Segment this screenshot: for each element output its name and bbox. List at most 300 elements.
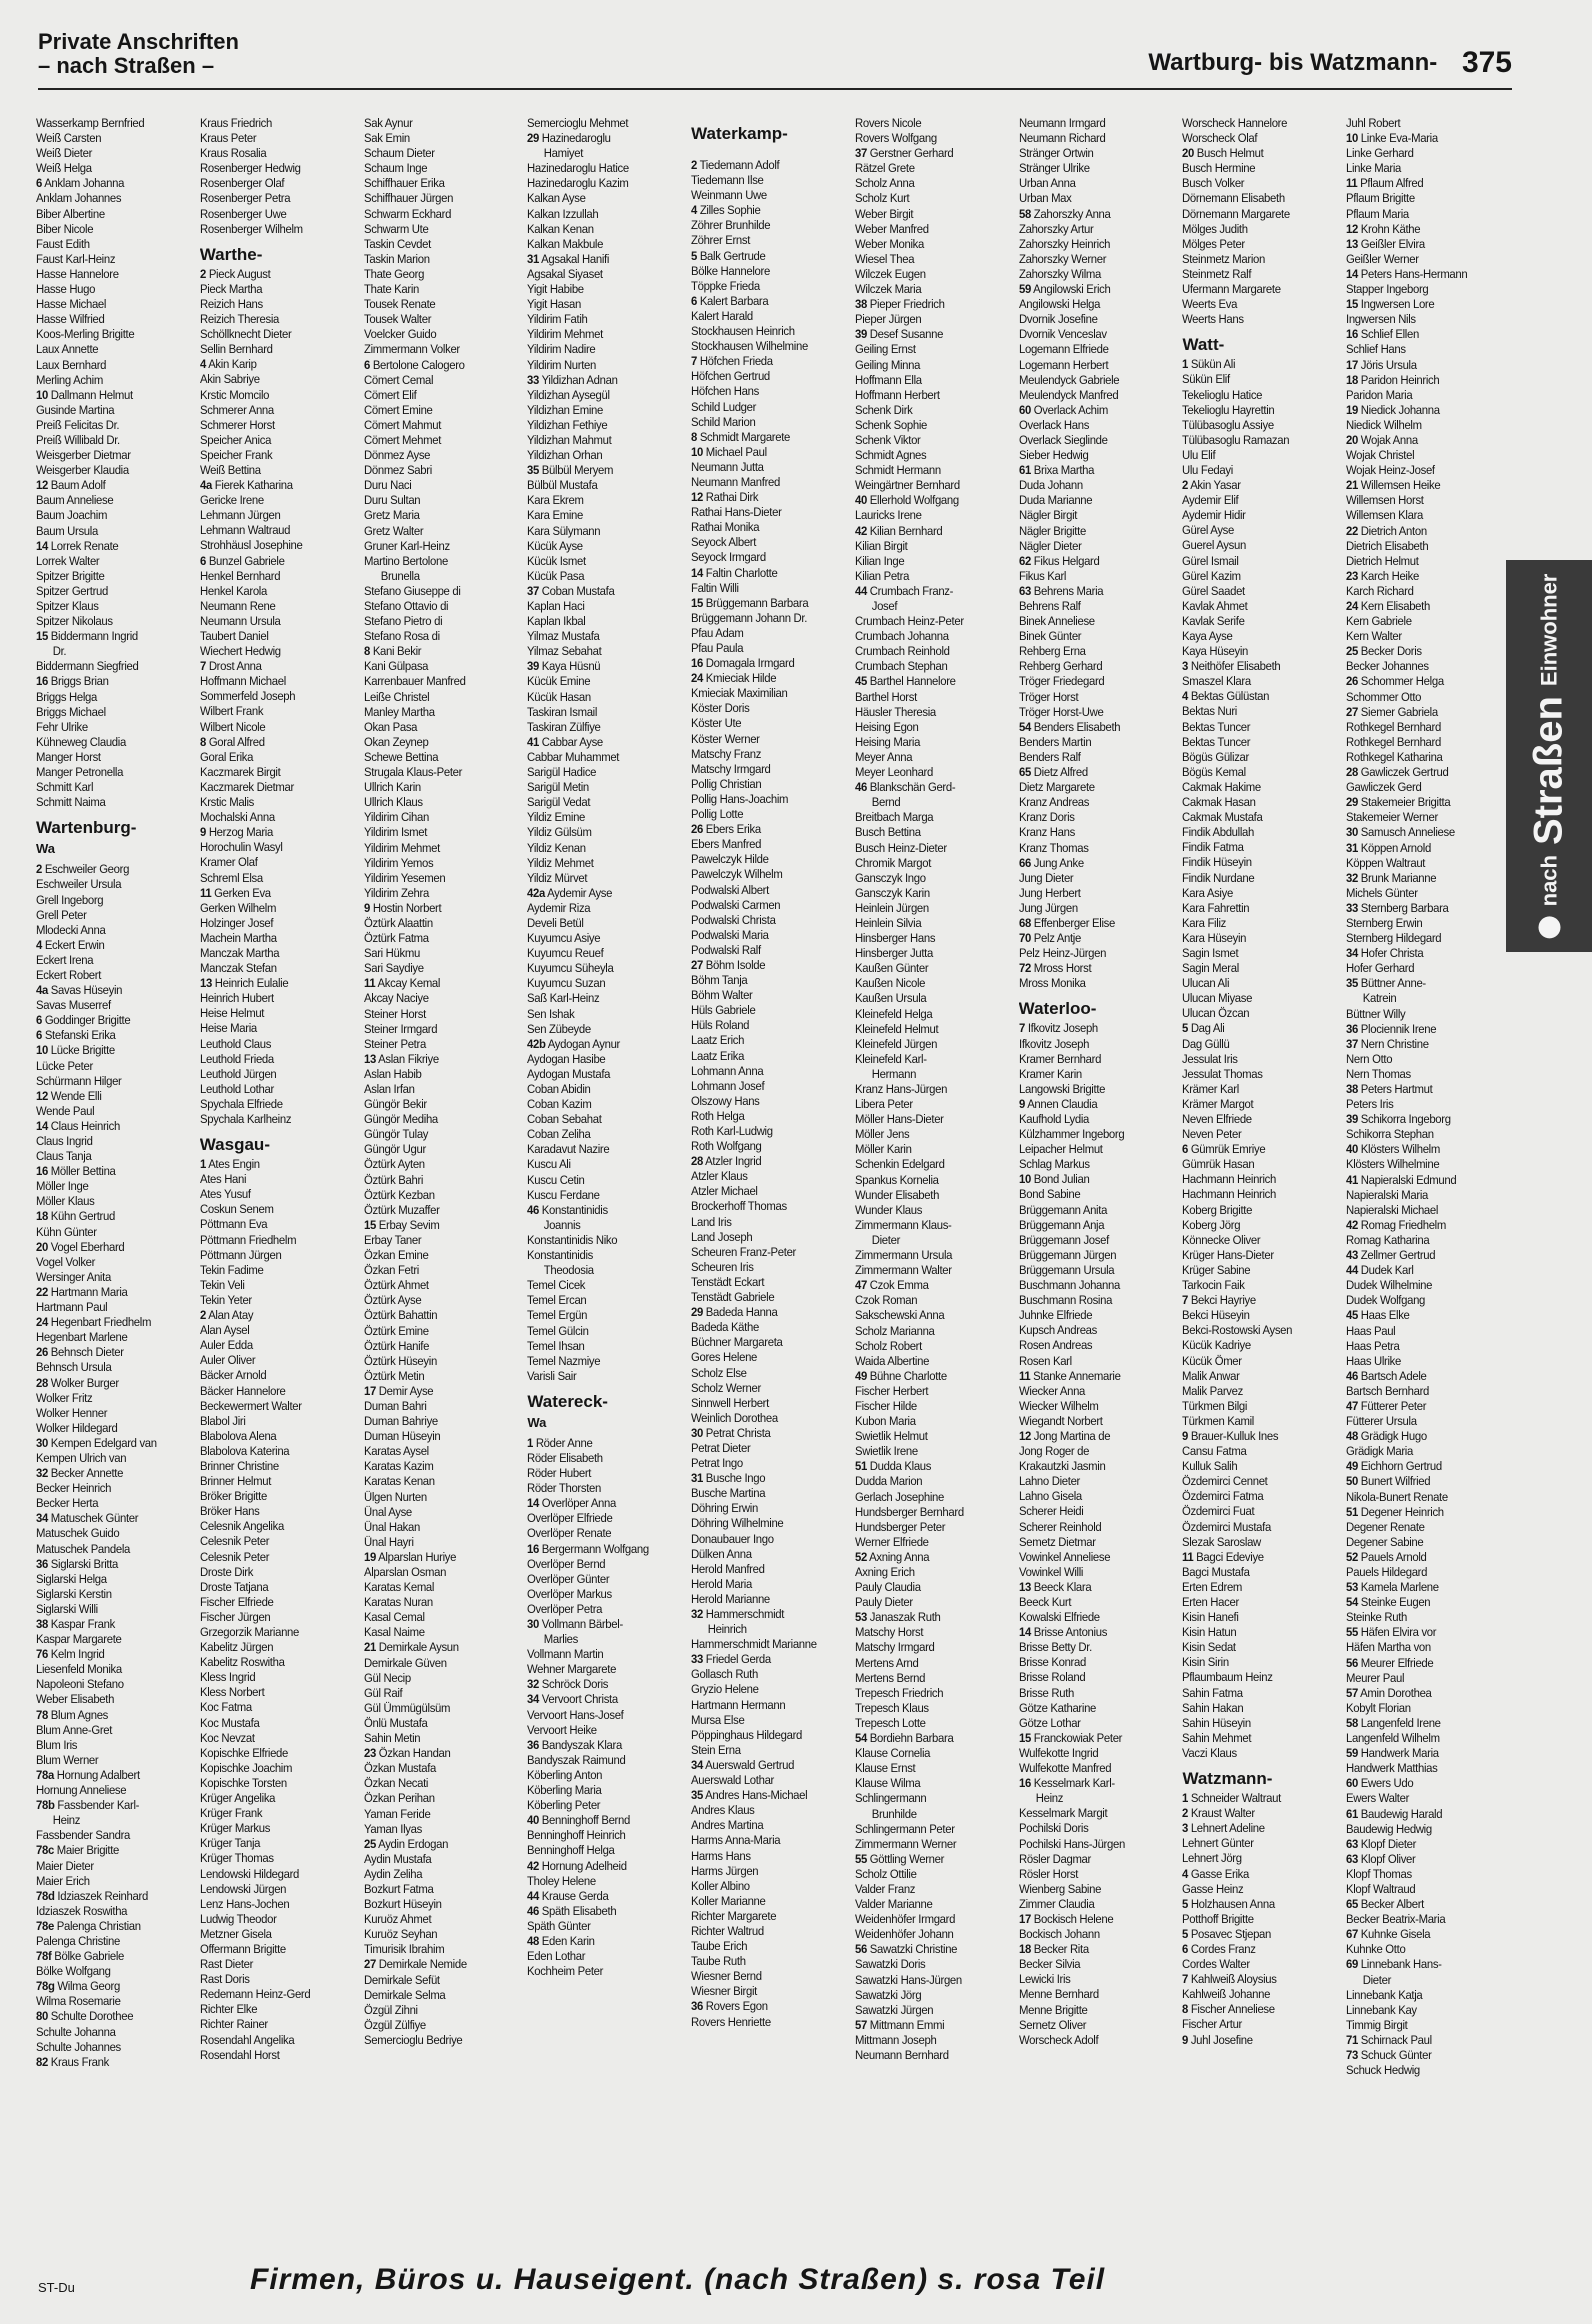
resident-name: Erbay Taner [363, 1232, 421, 1247]
resident-entry [200, 1519, 347, 1534]
house-number: 69 [1346, 1957, 1359, 1972]
resident-entry [855, 1716, 1002, 1731]
resident-entry [1019, 116, 1166, 131]
resident-entry [527, 373, 674, 388]
house-number: 33 [691, 1652, 704, 1667]
resident-entry [364, 1490, 511, 1505]
resident-name: Tülübasoglu Assiye [1182, 417, 1275, 432]
resident-entry [527, 388, 674, 403]
resident-entry [364, 1580, 511, 1595]
house-number: 70 [1018, 931, 1031, 946]
resident-entry [200, 478, 347, 493]
resident-entry [200, 1716, 347, 1731]
resident-name: Brüggemann Anita [1018, 1202, 1107, 1217]
resident-name: Baudewig Hedwig [1346, 1821, 1433, 1836]
resident-name: Wiecker Anna [1018, 1383, 1085, 1398]
resident-name: Busche Ingo [705, 1471, 766, 1486]
house-number: 33 [1346, 900, 1359, 915]
resident-entry [200, 493, 347, 508]
resident-entry [36, 478, 183, 493]
resident-name: Seyock Albert [691, 535, 757, 550]
resident-entry [1346, 795, 1493, 810]
resident-entry [36, 1692, 183, 1707]
resident-name: Ebers Erika [705, 822, 761, 837]
resident-entry [691, 369, 838, 384]
resident-name: Effenberger Elise [1033, 915, 1115, 930]
resident-entry [36, 1436, 183, 1451]
resident-name: Cömert Emine [363, 402, 433, 417]
resident-entry [1346, 312, 1493, 327]
resident-entry [1182, 1595, 1329, 1610]
resident-name: Land Iris [691, 1214, 732, 1229]
house-number: 18 [1018, 1942, 1031, 1957]
resident-entry [527, 825, 674, 840]
resident-entry [36, 629, 183, 644]
resident-name: Lenz Hans-Jochen [199, 1896, 290, 1911]
resident-entry [855, 1278, 1002, 1293]
resident-name: Dvornik Venceslav [1018, 327, 1107, 342]
resident-entry [855, 1112, 1002, 1127]
resident-entry [527, 539, 674, 554]
resident-name: Schuck Hedwig [1346, 2063, 1421, 2078]
resident-name: Manger Petronella [36, 765, 124, 780]
resident-entry [691, 1275, 838, 1290]
house-number: 38 [1346, 1082, 1359, 1096]
resident-entry [691, 460, 838, 475]
house-number: 78d [36, 1888, 55, 1903]
resident-name: Fikus Karl [1018, 568, 1066, 583]
resident-entry [1346, 433, 1493, 448]
resident-name: Schild Ludger [691, 399, 757, 414]
house-number: 9 [1182, 1428, 1189, 1443]
resident-entry [364, 705, 511, 720]
footer-note: Firmen, Büros u. Hauseigent. (nach Straßen) s. rosa Teil [250, 2263, 1106, 2296]
resident-name: Jong Martina de [1033, 1428, 1110, 1443]
resident-entry [1346, 599, 1493, 614]
resident-entry [1346, 252, 1493, 267]
resident-name: Böhm Walter [691, 988, 753, 1003]
resident-name: Köberling Anton [527, 1767, 603, 1782]
resident-entry [691, 988, 838, 1003]
resident-entry [691, 973, 838, 988]
resident-name: Hazinedaroglu Hatice [527, 161, 630, 176]
resident-entry [527, 1723, 674, 1738]
resident-entry [1182, 1278, 1329, 1293]
resident-entry [1346, 1656, 1493, 1671]
resident-entry [855, 825, 1002, 840]
resident-entry [364, 1188, 511, 1203]
resident-name: Amin Dorothea [1360, 1685, 1432, 1700]
resident-entry [855, 418, 1002, 433]
resident-entry [855, 765, 1002, 780]
resident-entry [36, 690, 183, 705]
resident-name: Goddinger Brigitte [44, 1013, 131, 1028]
resident-name: Cordes Franz [1191, 1941, 1257, 1956]
resident-name: Kless Ingrid [199, 1670, 256, 1685]
resident-entry [364, 2018, 511, 2033]
resident-entry [36, 493, 183, 508]
resident-name: Mertens Arnd [854, 1655, 919, 1670]
resident-name: Kisin Sirin [1182, 1655, 1230, 1670]
resident-name: Schulte Johanna [36, 2024, 116, 2039]
resident-name: Büttner Anne- [1361, 976, 1427, 991]
resident-name: Stefano Ottavio di [363, 599, 448, 613]
resident-name: Kamela Marlene [1361, 1580, 1439, 1595]
resident-entry [36, 1723, 183, 1738]
resident-name: Czok Emma [869, 1278, 929, 1293]
resident-name: Semercioglu Mehmet [527, 116, 629, 130]
resident-entry [1346, 327, 1493, 342]
resident-entry [36, 780, 183, 795]
resident-entry [527, 1339, 674, 1354]
resident-name: Röder Thorsten [527, 1481, 602, 1496]
resident-name: Özkan Mustafa [363, 1761, 436, 1776]
resident-name: Laux Bernhard [36, 357, 107, 372]
resident-name: Kleinefeld Jürgen [854, 1036, 937, 1051]
resident-entry [1182, 1821, 1329, 1836]
resident-entry [691, 1592, 838, 1607]
resident-entry [36, 1421, 183, 1436]
resident-entry [1346, 629, 1493, 644]
resident-entry [36, 131, 183, 146]
resident-entry [364, 1535, 511, 1550]
resident-entry [364, 1957, 511, 1972]
resident-name: Rätzel Grete [854, 161, 915, 176]
resident-entry [1182, 1640, 1329, 1655]
resident-name: Buschmann Rosina [1018, 1293, 1112, 1308]
resident-entry [1019, 403, 1166, 418]
resident-entry [364, 116, 511, 131]
resident-name: Machein Martha [199, 930, 277, 945]
resident-entry [527, 1859, 674, 1874]
resident-name: Akcay Naciye [363, 991, 429, 1006]
resident-entry [364, 1082, 511, 1097]
house-number: 51 [1346, 1504, 1359, 1519]
resident-name: Dudda Klaus [869, 1459, 931, 1474]
resident-entry [200, 1067, 347, 1082]
resident-entry [36, 953, 183, 968]
resident-entry [855, 222, 1002, 237]
resident-entry [36, 1738, 183, 1753]
resident-entry [691, 1833, 838, 1848]
resident-entry [1346, 116, 1493, 131]
resident-name: Blabol Jiri [199, 1413, 246, 1428]
resident-name: Karatas Kemal [363, 1580, 434, 1595]
resident-entry [1346, 1459, 1493, 1474]
resident-name: Lohmann Josef [691, 1078, 765, 1093]
resident-name: Karch Richard [1346, 583, 1414, 598]
resident-name: Hüls Roland [691, 1018, 750, 1033]
resident-entry [36, 1904, 183, 1919]
house-number: 36 [691, 1999, 704, 2014]
house-number: 45 [1346, 1308, 1359, 1323]
resident-name: Wiesel Thea [854, 251, 915, 266]
resident-name: Stein Erna [691, 1742, 741, 1757]
resident-name: Dörnemann Margarete [1182, 206, 1291, 221]
resident-name: Wersinger Anita [36, 1269, 111, 1284]
resident-name: Duda Johann [1018, 478, 1083, 493]
resident-entry [1182, 1867, 1329, 1882]
resident-entry [1346, 1444, 1493, 1459]
resident-name: Baudewig Harald [1361, 1806, 1443, 1821]
resident-name: Kilian Inge [854, 553, 905, 568]
resident-entry [1182, 1082, 1329, 1097]
resident-entry [691, 1532, 838, 1547]
resident-entry [691, 1818, 838, 1833]
resident-name: Bektas Gülüstan [1191, 689, 1270, 704]
resident-entry [855, 659, 1002, 674]
resident-name-continuation [855, 1233, 1002, 1248]
house-number: 78 [36, 1707, 48, 1722]
resident-name: Bülbül Mustafa [527, 478, 598, 493]
resident-entry [1346, 1384, 1493, 1399]
resident-entry [1346, 508, 1493, 523]
resident-name: Schlag Markus [1018, 1157, 1090, 1172]
resident-name: Bergermann Wolfgang [542, 1541, 650, 1556]
resident-entry [200, 1867, 347, 1882]
resident-entry [1346, 493, 1493, 508]
resident-entry [364, 629, 511, 644]
resident-name: Kmieciak Maximilian [691, 686, 788, 701]
resident-entry [200, 523, 347, 538]
house-number: 12 [691, 490, 704, 505]
resident-entry [691, 928, 838, 943]
resident-entry [36, 1059, 183, 1074]
resident-name: Koberg Brigitte [1182, 1202, 1253, 1217]
resident-entry [1019, 1625, 1166, 1640]
resident-name: Özdemirci Fatma [1182, 1489, 1264, 1504]
resident-entry [527, 1753, 674, 1768]
resident-entry [364, 1973, 511, 1988]
resident-entry [527, 946, 674, 961]
resident-entry [364, 1882, 511, 1897]
resident-entry [855, 2033, 1002, 2048]
house-number: 66 [1018, 855, 1031, 870]
resident-entry [527, 1572, 674, 1587]
resident-entry [200, 554, 347, 569]
resident-entry [1019, 1520, 1166, 1535]
resident-name: Willemsen Heike [1361, 478, 1441, 493]
resident-entry [36, 1934, 183, 1949]
resident-name: Bögüs Kemal [1182, 764, 1247, 779]
resident-entry [36, 2040, 183, 2055]
resident-entry [200, 1489, 347, 1504]
house-number: 11 [363, 976, 375, 991]
resident-name: Handwerk Matthias [1346, 1761, 1438, 1776]
resident-name: Matuschek Günter [50, 1511, 139, 1526]
resident-name: Kücük Ömer [1182, 1353, 1243, 1368]
resident-entry [527, 1082, 674, 1097]
resident-entry [691, 1516, 838, 1531]
resident-name: Yildirim Mehmet [363, 840, 440, 855]
resident-name: Busche Martina [691, 1486, 766, 1501]
resident-entry [1019, 810, 1166, 825]
resident-name: Wojak Heinz-Josef [1346, 463, 1435, 478]
house-number: 58 [1346, 1715, 1359, 1730]
house-number: 80 [36, 2009, 48, 2024]
resident-entry [691, 641, 838, 656]
house-number: 71 [1346, 2032, 1359, 2047]
resident-entry [527, 795, 674, 810]
resident-name: Wilczek Maria [854, 282, 922, 297]
resident-name: Busch Volker [1182, 176, 1245, 191]
resident-entry [691, 339, 838, 354]
resident-entry [364, 1248, 511, 1263]
resident-entry [1019, 750, 1166, 765]
resident-name: Fassbender Karl- [57, 1798, 140, 1813]
resident-entry [1182, 508, 1329, 523]
resident-name: Kuruöz Ahmet [363, 1912, 431, 1927]
resident-name: Neumann Manfred [691, 474, 781, 489]
resident-name: Desef Susanne [869, 327, 943, 342]
resident-entry [1019, 1640, 1166, 1655]
resident-entry [1182, 1293, 1329, 1308]
resident-entry [855, 373, 1002, 388]
resident-entry [1346, 161, 1493, 176]
resident-entry [36, 1828, 183, 1843]
resident-entry [527, 131, 674, 146]
resident-name: Vaczi Klaus [1182, 1745, 1238, 1760]
street-heading: Waterloo- [1018, 999, 1097, 1019]
resident-entry [364, 282, 511, 297]
resident-entry [1182, 554, 1329, 569]
resident-name: Baum Ursula [36, 523, 98, 538]
resident-entry [364, 1399, 511, 1414]
house-number: 36 [36, 1556, 48, 1571]
resident-entry [364, 1173, 511, 1188]
resident-entry [200, 1912, 347, 1927]
resident-entry [1182, 357, 1329, 372]
resident-entry [1346, 1988, 1493, 2003]
resident-name: Mlodecki Anna [36, 922, 106, 937]
resident-entry [1182, 1187, 1329, 1202]
resident-name: Schlingermann [854, 1791, 927, 1806]
resident-name: Taskin Cevdet [363, 236, 431, 251]
resident-name: Sahin Hüseyin [1182, 1715, 1252, 1730]
resident-entry [364, 418, 511, 433]
resident-name: Möller Karin [854, 1142, 912, 1157]
resident-name: Kramer Olaf [199, 855, 258, 870]
resident-entry [36, 1708, 183, 1723]
resident-name: Pauly Dieter [854, 1595, 913, 1610]
resident-name: Linke Maria [1346, 161, 1402, 176]
house-number: 8 [691, 429, 698, 444]
resident-name: Böhm Tanja [691, 973, 748, 988]
resident-name: Dietrich Helmut [1346, 553, 1419, 568]
resident-name: Zimmermann Werner [854, 1836, 957, 1851]
resident-name: Bölke Wolfgang [36, 1964, 111, 1979]
resident-entry [36, 1798, 183, 1813]
resident-name: Yildirim Yemos [363, 855, 433, 870]
resident-name: Agsakal Hanifi [541, 251, 610, 266]
resident-name: Metzner Gisela [199, 1926, 272, 1941]
resident-entry [527, 1904, 674, 1919]
resident-name: Zellmer Gertrud [1361, 1248, 1436, 1263]
resident-name: Nägler Dieter [1018, 538, 1082, 553]
resident-name: Öztürk Ayten [363, 1157, 425, 1172]
resident-name: Schaum Inge [363, 161, 427, 176]
resident-name: Brisse Roland [1018, 1670, 1085, 1685]
resident-entry [855, 327, 1002, 342]
resident-name: Hartmann Hermann [691, 1697, 786, 1712]
resident-name: Kilian Bernhard [869, 523, 943, 538]
resident-name: Brauer-Kulluk Ines [1191, 1428, 1279, 1443]
resident-entry [1019, 493, 1166, 508]
resident-name: Jessulat Iris [1182, 1051, 1239, 1066]
resident-entry [691, 1305, 838, 1320]
resident-name: Roth Helga [691, 1108, 745, 1123]
resident-name: Cömert Mehmet [363, 432, 441, 447]
resident-entry [691, 1652, 838, 1667]
resident-name: Kaczmarek Dietmar [199, 779, 294, 794]
house-number: 42 [527, 1858, 540, 1873]
resident-name: Yildiz Mürvet [527, 870, 588, 885]
resident-entry [855, 267, 1002, 282]
resident-entry [1182, 991, 1329, 1006]
resident-entry [855, 1535, 1002, 1550]
resident-entry [36, 327, 183, 342]
resident-name: Becker Rita [1033, 1942, 1089, 1957]
resident-entry [1182, 448, 1329, 463]
resident-name: Schild Marion [691, 414, 756, 429]
resident-name: Pflaumbaum Heinz [1182, 1670, 1273, 1685]
house-number: 78a [36, 1767, 54, 1782]
house-number: 35 [691, 1788, 704, 1803]
resident-name: Özgül Zihni [363, 2002, 418, 2017]
resident-entry [691, 852, 838, 867]
resident-entry [1346, 1640, 1493, 1655]
resident-entry [36, 1617, 183, 1632]
resident-entry [200, 1625, 347, 1640]
resident-name: Gürel Saadet [1182, 583, 1246, 598]
resident-name: Wolker Burger [50, 1375, 119, 1390]
resident-entry [1019, 1580, 1166, 1595]
resident-entry [1182, 1369, 1329, 1384]
resident-entry [855, 146, 1002, 161]
resident-entry [1346, 1248, 1493, 1263]
resident-name: Sternberg Hildegard [1346, 931, 1442, 946]
resident-entry [200, 1851, 347, 1866]
resident-entry [200, 1429, 347, 1444]
house-number: 60 [1346, 1776, 1359, 1791]
house-number: 11 [1182, 1549, 1194, 1564]
resident-entry [1182, 825, 1329, 840]
resident-name: Sari Hükmu [363, 946, 420, 961]
resident-entry [691, 1864, 838, 1879]
resident-entry [691, 1713, 838, 1728]
resident-entry [1346, 2018, 1493, 2033]
resident-entry [36, 1587, 183, 1602]
resident-entry [527, 1783, 674, 1798]
resident-entry [527, 1738, 674, 1753]
resident-entry [1182, 1248, 1329, 1263]
resident-name: Neven Elfriede [1182, 1112, 1253, 1126]
resident-entry [364, 614, 511, 629]
resident-entry [36, 1466, 183, 1481]
resident-name: Gerken Eva [213, 885, 271, 900]
resident-name: Öztürk Fatma [363, 931, 429, 946]
resident-entry [1182, 1444, 1329, 1459]
resident-entry [527, 1964, 674, 1979]
resident-entry [1346, 1505, 1493, 1520]
resident-entry [364, 1912, 511, 1927]
resident-name: Bektas Tuncer [1182, 719, 1251, 734]
resident-name: Schikorra Stephan [1346, 1127, 1434, 1142]
resident-entry [855, 1927, 1002, 1942]
resident-entry [527, 297, 674, 312]
directory-columns [36, 116, 1504, 2224]
resident-entry [855, 1625, 1002, 1640]
